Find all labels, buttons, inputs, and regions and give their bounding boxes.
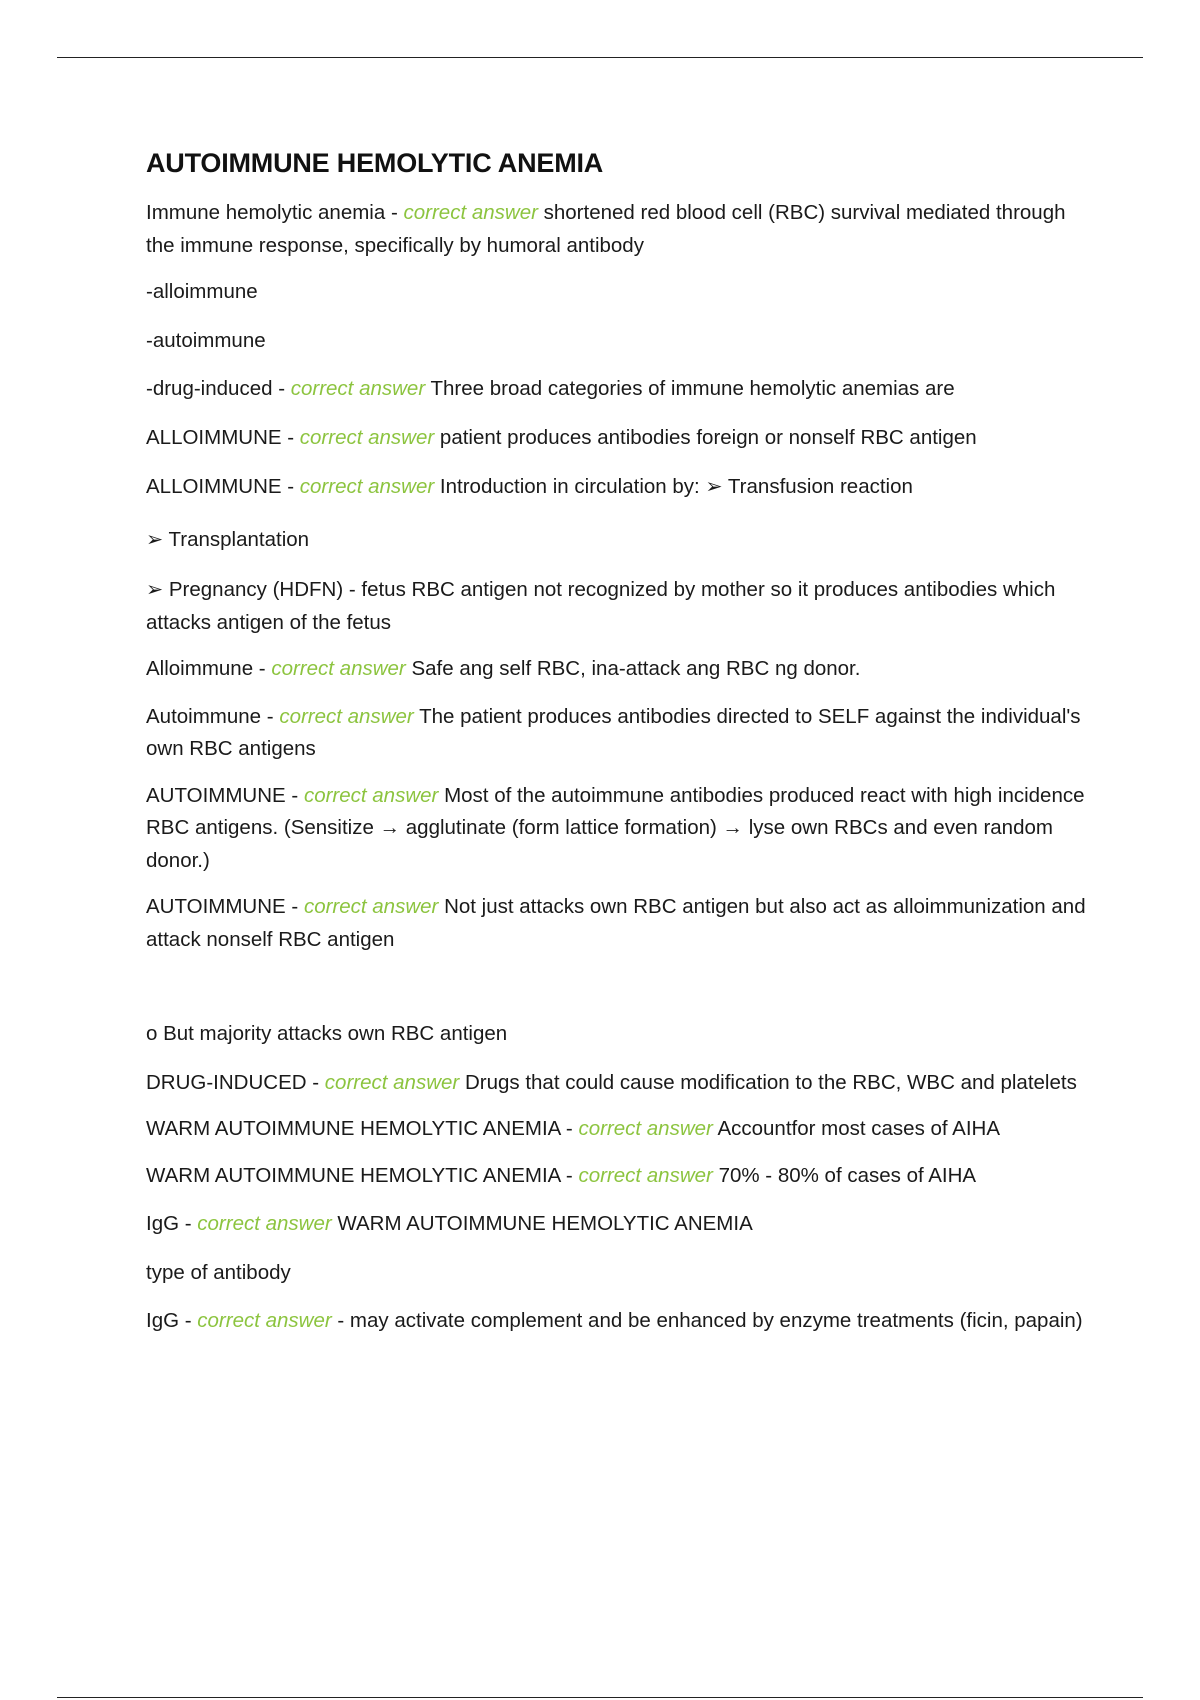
correct-answer-label: correct answer	[303, 783, 439, 807]
list-item: -alloimmune	[146, 280, 258, 303]
correct-answer-label: correct answer	[271, 657, 406, 680]
entry-term: WARM AUTOIMMUNE HEMOLYTIC ANEMIA	[146, 1163, 561, 1187]
bottom-rule	[57, 1697, 1143, 1698]
entry-term: ALLOIMMUNE	[146, 475, 282, 498]
entry-definition: Accountfor most cases of AIHA	[717, 1117, 1001, 1140]
flashcard-entry: -drug-induced - correct answer Three broad categories of immune hemolytic anemias are	[146, 377, 955, 400]
flashcard-entry: DRUG-INDUCED - correct answer Drugs that could cause modification to the RBC, WBC and platelets	[146, 1070, 1077, 1094]
correct-answer-label: correct answer	[299, 475, 435, 498]
list-item: type of antibody	[146, 1260, 291, 1284]
entry-term: Immune hemolytic anemia	[146, 201, 386, 224]
flashcard-entry: AUTOIMMUNE - correct answer Not just attacks own RBC antigen but also act as alloimmunization and attack nonself RBC antigen	[146, 895, 1086, 951]
flashcard-entry: Autoimmune - correct answer The patient produces antibodies directed to SELF against the individual's own RBC antigens	[146, 704, 1081, 760]
list-item: ➢ Transplantation	[146, 527, 310, 551]
correct-answer-label: correct answer	[197, 1309, 332, 1332]
correct-answer-label: correct answer	[299, 425, 435, 449]
flashcard-entry: WARM AUTOIMMUNE HEMOLYTIC ANEMIA - correct answer Accountfor most cases of AIHA	[146, 1117, 1001, 1140]
document-body	[146, 148, 1086, 1338]
entry-term: AUTOIMMUNE	[146, 895, 286, 918]
entry-definition: Safe ang self RBC, ina-attack ang RBC ng donor.	[411, 657, 861, 680]
entry-term: AUTOIMMUNE	[146, 783, 286, 807]
entry-term: DRUG-INDUCED	[146, 1070, 307, 1094]
entry-definition: Drugs that could cause modification to the RBC, WBC and platelets	[464, 1070, 1077, 1094]
correct-answer-label: correct answer	[290, 377, 426, 400]
flashcard-entry: IgG - correct answer WARM AUTOIMMUNE HEMOLYTIC ANEMIA	[146, 1212, 753, 1235]
entry-definition: WARM AUTOIMMUNE HEMOLYTIC ANEMIA	[337, 1212, 753, 1235]
correct-answer-label: correct answer	[403, 201, 538, 224]
list-item: o But majority attacks own RBC antigen	[146, 1022, 508, 1045]
correct-answer-label: correct answer	[279, 704, 414, 728]
correct-answer-label: correct answer	[578, 1163, 713, 1187]
entry-definition: - may activate complement and be enhanced by enzyme treatments (ficin, papain)	[337, 1309, 1083, 1332]
entry-term: ALLOIMMUNE	[146, 425, 282, 449]
entry-definition: Introduction in circulation by: ➢ Transfusion reaction	[439, 475, 913, 498]
top-rule	[57, 57, 1143, 58]
correct-answer-label: correct answer	[578, 1117, 713, 1140]
entry-definition: 70% - 80% of cases of AIHA	[718, 1163, 977, 1187]
flashcard-entry: WARM AUTOIMMUNE HEMOLYTIC ANEMIA - correct answer 70% - 80% of cases of AIHA	[146, 1163, 977, 1187]
correct-answer-label: correct answer	[324, 1070, 460, 1094]
correct-answer-label: correct answer	[197, 1212, 332, 1235]
entry-definition: shortened red blood cell (RBC) survival mediated through the immune response, specifically by humoral antibody	[146, 201, 1066, 257]
entry-definition: Not just attacks own RBC antigen but also act as alloimmunization and attack nonself RBC antigen	[146, 895, 1086, 951]
page-title: AUTOIMMUNE HEMOLYTIC ANEMIA	[146, 148, 604, 178]
list-item: -autoimmune	[146, 328, 266, 352]
flashcard-entry: Immune hemolytic anemia - correct answer shortened red blood cell (RBC) survival mediated through the immune response, specifically by humoral antibody	[146, 201, 1066, 257]
entry-term: -drug-induced	[146, 377, 273, 400]
entry-definition: Most of the autoimmune antibodies produced react with high incidence RBC antigens. (Sensitize → agglutinate (form lattice formation) → lyse own RBCs and even random donor.)	[146, 783, 1085, 872]
entry-definition: The patient produces antibodies directed to SELF against the individual's own RBC antigens	[146, 704, 1081, 760]
flashcard-entry: IgG - correct answer - may activate complement and be enhanced by enzyme treatments (ficin, papain)	[146, 1309, 1083, 1332]
entry-definition: Three broad categories of immune hemolytic anemias are	[430, 377, 955, 400]
flashcard-entry: AUTOIMMUNE - correct answer Most of the autoimmune antibodies produced react with high incidence RBC antigens. (Sensitize → agglutinate (form lattice formation) → lyse own RBCs and even random donor.)	[146, 783, 1085, 872]
flashcard-entry: Alloimmune - correct answer Safe ang self RBC, ina-attack ang RBC ng donor.	[146, 657, 861, 680]
entry-term: IgG	[146, 1212, 180, 1235]
flashcard-entry: ALLOIMMUNE - correct answer Introduction in circulation by: ➢ Transfusion reaction	[146, 475, 913, 498]
list-item: ➢ Pregnancy (HDFN) - fetus RBC antigen not recognized by mother so it produces antibodies which attacks antigen of the fetus	[146, 578, 1056, 634]
entry-term: IgG	[146, 1309, 180, 1332]
entry-term: Autoimmune	[146, 704, 262, 728]
correct-answer-label: correct answer	[303, 895, 439, 918]
entry-term: WARM AUTOIMMUNE HEMOLYTIC ANEMIA	[146, 1117, 561, 1140]
flashcard-entry: ALLOIMMUNE - correct answer patient produces antibodies foreign or nonself RBC antigen	[146, 425, 977, 449]
entry-term: Alloimmune	[146, 657, 254, 680]
entry-definition: patient produces antibodies foreign or nonself RBC antigen	[439, 425, 977, 449]
